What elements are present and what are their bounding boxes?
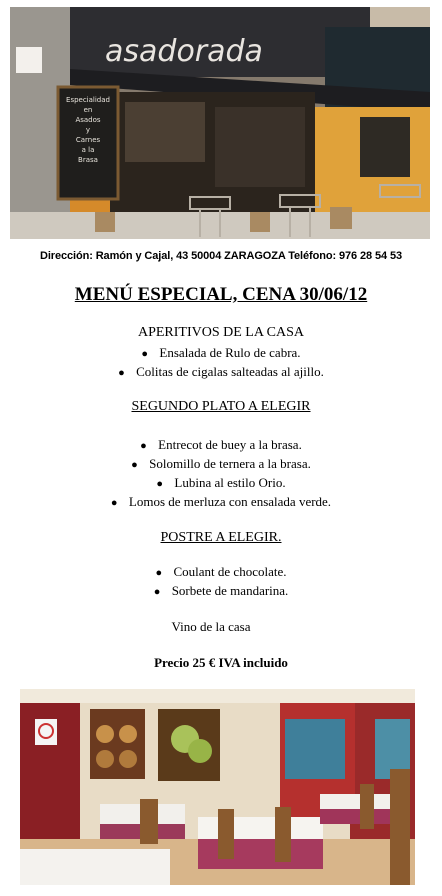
wine-line: Vino de la casa (171, 619, 251, 634)
bullet-icon: ● (156, 478, 164, 490)
section-heading-postre: POSTRE A ELEGIR. (160, 530, 282, 545)
chalkboard-line: en (83, 106, 93, 114)
menu-item: ● Lomos de merluza con ensalada verde. (110, 494, 332, 509)
menu-item: ● Coulant de chocolate. (155, 564, 287, 579)
price-line: Precio 25 € IVA incluido (154, 655, 288, 670)
bullet-icon: ● (110, 497, 118, 509)
chalkboard-line: Brasa (78, 156, 98, 164)
bullet-icon: ● (140, 440, 147, 452)
section-heading-aperitivos: APERITIVOS DE LA CASA (137, 325, 305, 340)
chalkboard-line: Carnes (75, 136, 101, 144)
menu-title: MENÚ ESPECIAL, CENA 30/06/12 (74, 284, 368, 305)
menu-item: ● Ensalada de Rulo de cabra. (141, 345, 301, 360)
menu-item: ● Sorbete de mandarina. (153, 583, 289, 598)
dining-room-photo (20, 689, 415, 885)
chalkboard-line: a la (81, 146, 95, 154)
chalkboard-line: Especialidad (66, 96, 110, 104)
chalkboard-line: y (85, 126, 91, 134)
bullet-icon: ● (155, 567, 163, 579)
restaurant-facade-photo (10, 7, 430, 239)
bullet-icon: ● (131, 459, 138, 471)
bullet-icon: ● (153, 586, 161, 598)
menu-item: ● Solomillo de ternera a la brasa. (131, 456, 311, 471)
chalkboard-text (60, 95, 116, 165)
menu-item: ● Colitas de cigalas salteadas al ajillo. (118, 364, 324, 379)
address-line: Dirección: Ramón y Cajal, 43 50004 ZARAGOZA Teléfono: 976 28 54 53 (39, 250, 403, 262)
bullet-icon: ● (141, 348, 149, 360)
menu-item: ● Lubina al estilo Orio. (156, 475, 286, 490)
bullet-icon: ● (118, 367, 125, 379)
sign-brand-text: asadorada (105, 34, 263, 69)
chalkboard-line: Asados (75, 116, 101, 124)
menu-item: ● Entrecot de buey a la brasa. (140, 437, 302, 452)
section-heading-segundo-plato: SEGUNDO PLATO A ELEGIR (131, 399, 311, 414)
